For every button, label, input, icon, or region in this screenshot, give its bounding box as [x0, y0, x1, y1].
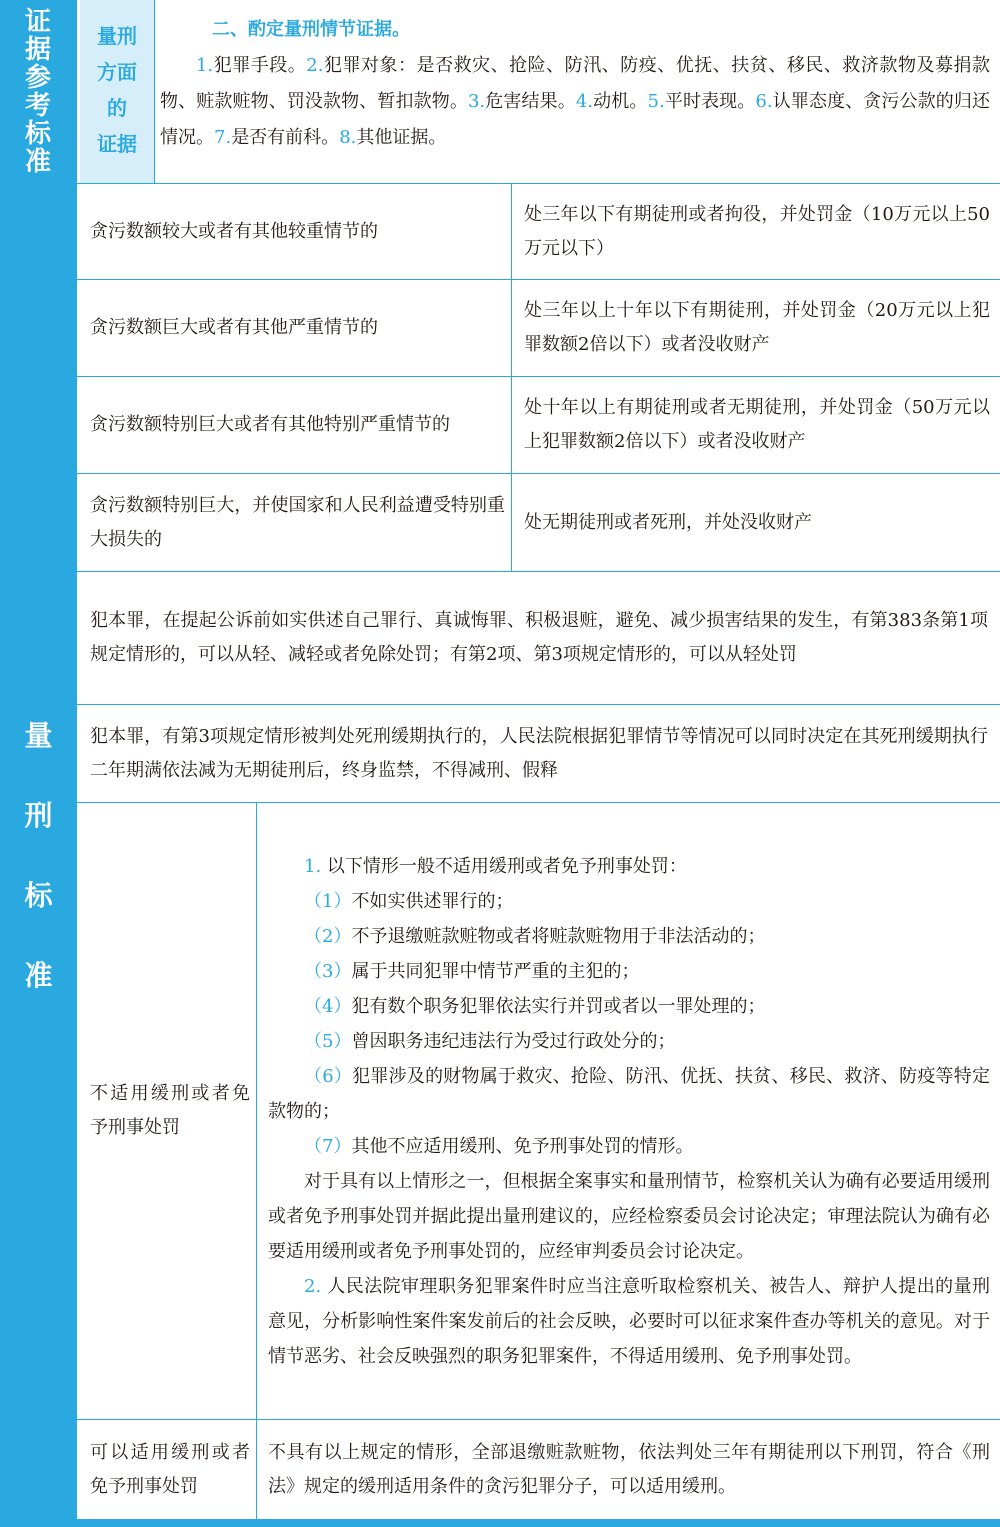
- list-item: [268, 1059, 990, 1129]
- not-applicable-label: [90, 803, 250, 1419]
- sidebar-char: 据: [24, 34, 52, 65]
- item-number: 2.: [306, 55, 324, 76]
- item-number: （3）: [304, 960, 352, 982]
- item-number: （4）: [304, 995, 352, 1017]
- item-number: 4.: [575, 91, 594, 112]
- applicable-content: [268, 1420, 990, 1519]
- sub-label-line: 的: [107, 96, 127, 120]
- intro-line: [268, 849, 990, 884]
- sidebar-char: 量: [24, 718, 53, 752]
- evidence-section: [160, 12, 990, 156]
- evidence-title: 二、酌定量刑情节证据。: [212, 19, 410, 40]
- sidebar-char: 证: [24, 6, 52, 37]
- item-text: 人民法院审理职务犯罪案件时应当注意听取检察机关、被告人、辩护人提出的量刑意见，分析影响性案件案发前后的社会反映，必要时可以征求案件查办等机关的意见。对于情节恶劣、社会反映强烈的职务犯罪案件，不得适用缓刑、免予刑事处罚。: [268, 1275, 990, 1367]
- penalty-text: 处无期徒刑或者死刑，并处没收财产: [524, 511, 812, 533]
- sidebar-char: 准: [24, 146, 52, 177]
- condition-text: 贪污数额巨大或者有其他严重情节的: [90, 317, 378, 338]
- item-number: （7）: [304, 1135, 352, 1157]
- condition-text: 贪污数额较大或者有其他较重情节的: [90, 220, 378, 242]
- list-item: [268, 884, 990, 919]
- paragraph-text: 犯本罪，有第3项规定情形被判处死刑缓期执行的，人民法院根据犯罪情节等情况可以同时决定在其死刑缓期执行二年期满依法减为无期徒刑后，终身监禁，不得减刑、假释: [90, 725, 988, 781]
- item-text: 曾因职务违纪违法行为受过行政处分的；: [351, 1030, 676, 1052]
- item-number: 1.: [196, 55, 214, 76]
- item-text: 动机。: [593, 91, 648, 112]
- penalty-cell: [524, 377, 990, 473]
- label-text: 不适用缓刑或者免予刑事处罚: [90, 1083, 250, 1138]
- sidebar-char: 考: [24, 90, 52, 121]
- sub-label-line: 证据: [97, 132, 137, 156]
- condition-cell: [90, 474, 505, 571]
- divider: [256, 803, 257, 1519]
- condition-text: 贪污数额特别巨大，并使国家和人民利益遭受特别重大损失的: [90, 494, 505, 550]
- item-number: （2）: [304, 925, 352, 947]
- sidebar-char: 参: [24, 62, 52, 93]
- item-number: 5.: [647, 91, 665, 112]
- list-item: [268, 989, 990, 1024]
- list-item: [268, 1024, 990, 1059]
- condition-text: 贪污数额特别巨大或者有其他特别严重情节的: [90, 414, 450, 435]
- item-text: 犯罪涉及的财物属于救灾、抢险、防汛、优抚、扶贫、移民、救济、防疫等特定款物的；: [268, 1065, 991, 1122]
- item-number: 6.: [755, 91, 773, 112]
- item-number: 1.: [304, 855, 322, 877]
- sidebar-char: 标: [24, 118, 52, 149]
- condition-cell: [90, 184, 505, 279]
- paragraph-text: 对于具有以上情形之一，但根据全案事实和量刑情节，检察机关认为确有必要适用缓刑或者免予刑事处罚并据此提出量刑建议的，应经检察委员会讨论决定；审理法院认为确有必要适用缓刑或者免予刑事处罚的，应经审判委员会讨论决定。: [268, 1170, 990, 1262]
- item-text: 是否有前科。: [231, 127, 340, 148]
- item-text: 犯罪手段。: [213, 55, 307, 76]
- item-number: （1）: [304, 890, 352, 912]
- penalty-text: 处三年以下有期徒刑或者拘役，并处罚金（10万元以上50万元以下）: [524, 203, 990, 259]
- bottom-bar: [0, 1519, 1000, 1527]
- item-number: 7.: [214, 127, 232, 148]
- label-text: 可以适用缓刑或者免予刑事处罚: [90, 1441, 250, 1497]
- divider: [511, 184, 512, 571]
- item-text: 其他证据。: [356, 127, 447, 148]
- item-text: 犯罪对象：是否救灾、抢险、防汛、防疫、优抚、扶贫、移民、救济款物及募捐款物、赃款赃物、罚没款物、暂扣款物。: [160, 55, 991, 112]
- item-number: （6）: [304, 1065, 353, 1087]
- sidebar-char: 刑: [24, 798, 53, 832]
- applicable-label: [90, 1420, 250, 1519]
- sub-label-line: 量刑: [97, 24, 137, 48]
- item-text: 犯有数个职务犯罪依法实行并罚或者以一罪处理的；: [351, 995, 766, 1017]
- sub-label-line: 方面: [97, 60, 137, 84]
- penalty-text: 处三年以上十年以下有期徒刑，并处罚金（20万元以上犯罪数额2倍以下）或者没收财产: [524, 300, 990, 355]
- penalty-cell: [524, 184, 990, 279]
- item-number: 3.: [467, 91, 486, 112]
- item-text: 其他不应适用缓刑、免予刑事处罚的情形。: [351, 1135, 694, 1157]
- condition-cell: [90, 280, 505, 376]
- applicable-text: 不具有以上规定的情形，全部退缴赃款赃物，依法判处三年有期徒刑以下刑罚，符合《刑法》规定的缓刑适用条件的贪污犯罪分子，可以适用缓刑。: [268, 1441, 990, 1497]
- item-text: 不予退缴赃款赃物或者将赃款赃物用于非法活动的；: [351, 925, 766, 947]
- evidence-sub-label: [80, 0, 155, 183]
- item-text: 认罪态度、贪污公款的归还情况。: [160, 91, 991, 148]
- sidebar-char: 标: [24, 878, 53, 912]
- item-number: （5）: [304, 1030, 352, 1052]
- sidebar-evidence-standard: [0, 0, 77, 183]
- item-text: 不如实供述罪行的；: [351, 890, 514, 912]
- paragraph-text: 犯本罪，在提起公诉前如实供述自己罪行、真诚悔罪、积极退赃，避免、减少损害结果的发生，有第383条第1项规定情形的，可以从轻、减轻或者免除处罚；有第2项、第3项规定情形的，可以从轻处罚: [90, 610, 988, 665]
- sidebar-sentencing-standard: [0, 184, 77, 1527]
- item-text: 危害结果。: [485, 91, 576, 112]
- penalty-text: 处十年以上有期徒刑或者无期徒刑，并处罚金（50万元以上犯罪数额2倍以下）或者没收财产: [524, 397, 990, 452]
- item-text: 以下情形一般不适用缓刑或者免予刑事处罚：: [326, 855, 687, 877]
- list-item: [268, 919, 990, 954]
- life-imprisonment-paragraph: [90, 705, 988, 802]
- item-text: 平时表现。: [664, 91, 756, 112]
- list-item: [268, 1129, 990, 1164]
- item-text: 属于共同犯罪中情节严重的主犯的；: [351, 960, 640, 982]
- item-number: 2.: [304, 1275, 322, 1297]
- leniency-paragraph: [90, 572, 988, 704]
- penalty-cell: [524, 474, 990, 571]
- item-number: 8.: [339, 127, 357, 148]
- condition-cell: [90, 377, 505, 473]
- sidebar-char: 准: [24, 958, 53, 992]
- evidence-body: [160, 48, 990, 156]
- penalty-cell: [524, 280, 990, 376]
- list-item: [268, 954, 990, 989]
- paragraph: [268, 1269, 990, 1374]
- not-applicable-content: [268, 803, 990, 1419]
